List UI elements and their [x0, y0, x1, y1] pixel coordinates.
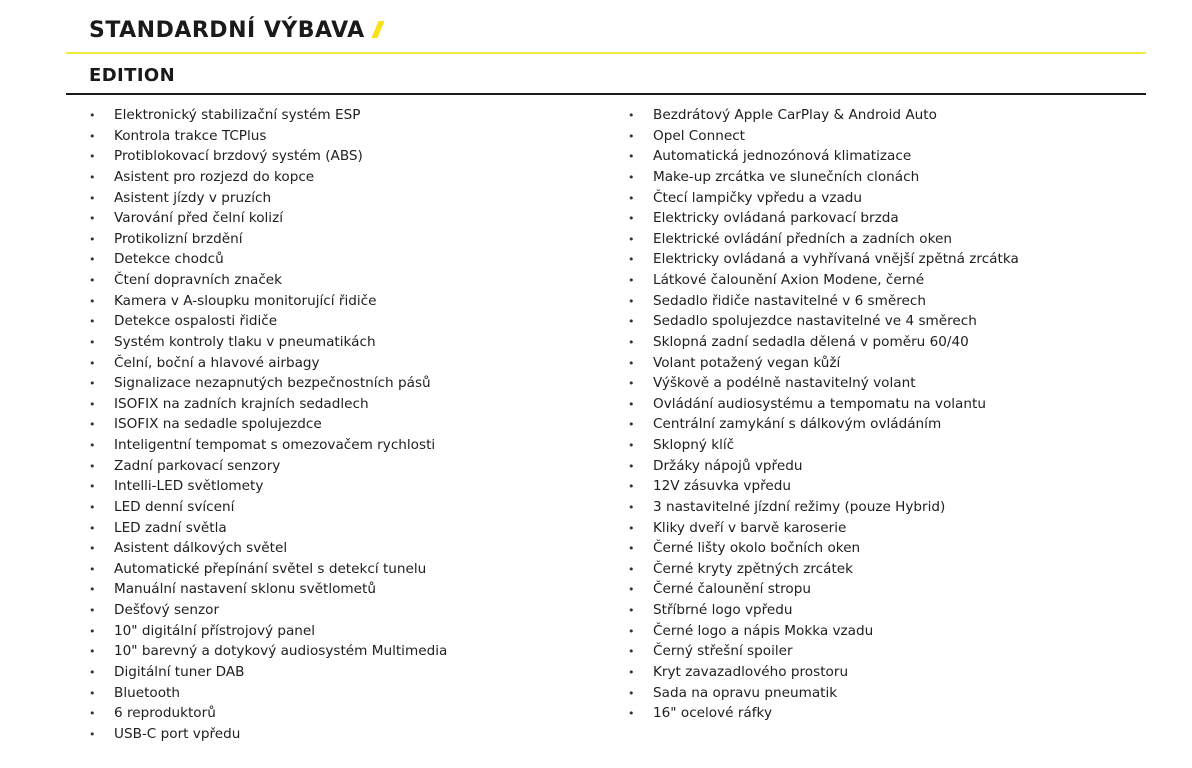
feature-item	[89, 249, 589, 270]
feature-item	[89, 662, 589, 683]
feature-item-label: ISOFIX na sedadle spolujezdce	[114, 416, 322, 433]
feature-item	[89, 683, 589, 704]
feature-item-label: Dešťový senzor	[114, 602, 220, 618]
feature-item-label: Stříbrné logo vpředu	[653, 602, 793, 618]
bullet-icon: •	[89, 583, 96, 597]
feature-item	[628, 394, 1148, 415]
section-divider	[66, 93, 1146, 95]
feature-item	[628, 538, 1148, 559]
feature-item-label: Černé čalounění stropu	[653, 581, 811, 598]
feature-item	[89, 641, 589, 662]
bullet-icon: •	[89, 356, 96, 370]
bullet-icon: •	[628, 129, 635, 143]
feature-item-label: Opel Connect	[653, 127, 745, 144]
feature-list-right	[628, 105, 1148, 724]
feature-item	[628, 683, 1148, 704]
feature-item-label: Kliky dveří v barvě karoserie	[653, 519, 847, 536]
feature-item-label: Kryt zavazadlového prostoru	[653, 663, 849, 680]
feature-item	[628, 435, 1148, 456]
feature-item	[89, 146, 589, 167]
feature-item	[89, 229, 589, 250]
bullet-icon: •	[628, 604, 635, 617]
feature-item-label: Automatická jednozónová klimatizace	[653, 148, 912, 165]
feature-item-label: LED denní svícení	[114, 498, 235, 515]
bullet-icon: •	[628, 542, 635, 556]
feature-item-label: Asistent dálkových světel	[114, 540, 288, 557]
feature-item	[628, 559, 1148, 580]
bullet-icon: •	[628, 583, 635, 597]
feature-item	[628, 641, 1148, 662]
feature-item-label: Černý střešní spoiler	[653, 643, 793, 660]
bullet-icon: •	[89, 459, 96, 473]
feature-item-label: Čtecí lampičky vpředu a vzadu	[653, 189, 863, 206]
feature-item	[89, 724, 589, 745]
feature-item-label: Držáky nápojů vpředu	[653, 457, 803, 474]
feature-item	[89, 311, 589, 332]
bullet-icon: •	[628, 315, 635, 329]
bullet-icon: •	[89, 191, 96, 205]
bullet-icon: •	[89, 686, 96, 700]
feature-item	[628, 332, 1148, 353]
feature-item	[89, 703, 589, 724]
feature-item-label: Ovládání audiosystému a tempomatu na volantu	[653, 395, 986, 412]
bullet-icon: •	[89, 665, 96, 679]
feature-item	[89, 394, 589, 415]
feature-item	[628, 188, 1148, 209]
feature-item-label: 12V zásuvka vpředu	[653, 478, 791, 495]
bullet-icon: •	[628, 707, 635, 721]
feature-item-label: Manuální nastavení sklonu světlometů	[114, 581, 376, 598]
feature-list-left	[89, 105, 589, 744]
bullet-icon: •	[89, 418, 96, 432]
feature-item-label: Kontrola trakce TCPlus	[114, 127, 267, 144]
feature-item	[628, 311, 1148, 332]
feature-item-label: 10" digitální přístrojový panel	[114, 622, 316, 639]
feature-item	[89, 414, 589, 435]
feature-item-label: Intelli-LED světlomety	[114, 478, 264, 495]
feature-item	[89, 621, 589, 642]
feature-item	[628, 497, 1148, 518]
feature-item	[628, 167, 1148, 188]
bullet-icon: •	[89, 439, 96, 452]
feature-item-label: Čelní, boční a hlavové airbagy	[114, 354, 320, 371]
feature-item-label: 10" barevný a dotykový audiosystém Multimedia	[114, 643, 448, 660]
feature-item-label: Asistent pro rozjezd do kopce	[114, 168, 315, 185]
feature-item	[89, 126, 589, 147]
feature-item-label: LED zadní světla	[114, 519, 227, 536]
feature-item	[89, 353, 589, 374]
feature-item	[628, 414, 1148, 435]
bullet-icon: •	[628, 294, 635, 308]
feature-item-label: 3 nastavitelné jízdní režimy (pouze Hybrid)	[653, 498, 946, 515]
bullet-icon: •	[89, 542, 96, 556]
bullet-icon: •	[628, 377, 635, 391]
feature-item-label: Elektricky ovládaná parkovací brzda	[653, 210, 899, 227]
feature-item-label: Černé logo a nápis Mokka vzadu	[653, 622, 874, 639]
feature-item-label: Protiblokovací brzdový systém (ABS)	[114, 148, 363, 165]
bullet-icon: •	[628, 521, 635, 535]
feature-item-label: Elektricky ovládaná a vyhřívaná vnější zpětná zrcátka	[653, 251, 1019, 268]
feature-item	[89, 456, 589, 477]
page-title	[89, 14, 381, 48]
feature-item	[628, 208, 1148, 229]
bullet-icon: •	[628, 665, 635, 679]
feature-item-label: Centrální zamykání s dálkovým ovládáním	[653, 416, 942, 433]
bullet-icon: •	[89, 109, 96, 122]
feature-item	[628, 373, 1148, 394]
feature-item	[628, 146, 1148, 167]
feature-item	[628, 456, 1148, 477]
bullet-icon: •	[628, 439, 635, 452]
bullet-icon: •	[89, 645, 96, 659]
feature-item	[89, 291, 589, 312]
bullet-icon: •	[89, 253, 96, 267]
feature-item-label: Make-up zrcátka ve slunečních clonách	[653, 168, 920, 185]
feature-item-label: Sklopný klíč	[653, 437, 735, 453]
feature-item	[89, 167, 589, 188]
section-heading: EDITION	[89, 65, 176, 86]
bullet-icon: •	[89, 315, 96, 329]
bullet-icon: •	[628, 562, 635, 576]
bullet-icon: •	[89, 335, 96, 349]
feature-item-label: Černé lišty okolo bočních oken	[653, 540, 861, 557]
feature-item-label: Bluetooth	[114, 684, 180, 701]
bullet-icon: •	[89, 624, 96, 638]
bullet-icon: •	[628, 418, 635, 432]
bullet-icon: •	[628, 253, 635, 267]
feature-item-label: Asistent jízdy v pruzích	[114, 189, 272, 206]
feature-item	[89, 559, 589, 580]
feature-item	[89, 497, 589, 518]
bullet-icon: •	[89, 377, 96, 391]
feature-item	[89, 518, 589, 539]
bullet-icon: •	[628, 212, 635, 226]
feature-item	[89, 600, 589, 621]
feature-item	[628, 579, 1148, 600]
bullet-icon: •	[628, 397, 635, 411]
bullet-icon: •	[628, 150, 635, 164]
feature-item	[89, 579, 589, 600]
feature-item	[628, 703, 1148, 724]
accent-slash-icon	[371, 21, 384, 38]
feature-item	[89, 105, 589, 126]
feature-item-label: Protikolizní brzdění	[114, 230, 243, 247]
bullet-icon: •	[628, 500, 635, 514]
bullet-icon: •	[628, 232, 635, 246]
feature-item	[628, 229, 1148, 250]
feature-item-label: Signalizace nezapnutých bezpečnostních pásů	[114, 375, 431, 392]
bullet-icon: •	[89, 294, 96, 308]
feature-item	[628, 105, 1148, 126]
bullet-icon: •	[628, 274, 635, 287]
feature-item	[89, 538, 589, 559]
feature-item-label: Detekce chodců	[114, 251, 224, 268]
bullet-icon: •	[89, 521, 96, 535]
title-divider	[66, 52, 1146, 54]
bullet-icon: •	[89, 562, 96, 576]
feature-item-label: Systém kontroly tlaku v pneumatikách	[114, 333, 376, 350]
feature-item-label: Bezdrátový Apple CarPlay & Android Auto	[653, 107, 937, 123]
bullet-icon: •	[89, 604, 96, 617]
feature-item	[89, 476, 589, 497]
bullet-icon: •	[628, 191, 635, 205]
feature-item	[89, 208, 589, 229]
bullet-icon: •	[628, 645, 635, 659]
bullet-icon: •	[89, 129, 96, 143]
feature-item-label: Látkové čalounění Axion Modene, černé	[653, 272, 925, 288]
feature-item	[628, 270, 1148, 291]
bullet-icon: •	[628, 170, 635, 184]
bullet-icon: •	[89, 707, 96, 721]
feature-item-label: Černé kryty zpětných zrcátek	[653, 560, 854, 577]
page-title-text: STANDARDNÍ VÝBAVA	[89, 18, 365, 43]
feature-item-label: Varování před čelní kolizí	[114, 210, 283, 227]
bullet-icon: •	[628, 624, 635, 638]
bullet-icon: •	[628, 356, 635, 370]
feature-item-label: Sedadlo řidiče nastavitelné v 6 směrech	[653, 292, 926, 309]
feature-item-label: Inteligentní tempomat s omezovačem rychlosti	[114, 437, 436, 453]
feature-item-label: 16" ocelové ráfky	[653, 705, 772, 722]
feature-item	[89, 373, 589, 394]
bullet-icon: •	[89, 212, 96, 226]
bullet-icon: •	[89, 150, 96, 164]
bullet-icon: •	[89, 274, 96, 287]
feature-item-label: Kamera v A-sloupku monitorující řidiče	[114, 292, 377, 309]
bullet-icon: •	[89, 232, 96, 246]
bullet-icon: •	[628, 480, 635, 494]
feature-item	[628, 662, 1148, 683]
feature-item-label: Elektronický stabilizační systém ESP	[114, 107, 361, 123]
feature-item-label: 6 reproduktorů	[114, 705, 216, 722]
feature-item-label: Sedadlo spolujezdce nastavitelné ve 4 směrech	[653, 313, 977, 330]
feature-item	[89, 188, 589, 209]
feature-item-label: Čtení dopravních značek	[114, 272, 283, 288]
feature-item-label: Detekce ospalosti řidiče	[114, 313, 278, 330]
feature-item-label: Elektrické ovládání předních a zadních oken	[653, 230, 952, 247]
feature-item	[89, 435, 589, 456]
feature-item	[628, 249, 1148, 270]
bullet-icon: •	[628, 459, 635, 473]
feature-item-label: Digitální tuner DAB	[114, 663, 245, 680]
feature-item	[89, 270, 589, 291]
feature-item-label: Výškově a podélně nastavitelný volant	[653, 375, 916, 392]
bullet-icon: •	[628, 109, 635, 122]
bullet-icon: •	[89, 170, 96, 184]
feature-item	[628, 600, 1148, 621]
feature-item	[628, 476, 1148, 497]
feature-item	[628, 353, 1148, 374]
feature-item	[628, 518, 1148, 539]
bullet-icon: •	[628, 686, 635, 700]
bullet-icon: •	[89, 397, 96, 411]
bullet-icon: •	[89, 480, 96, 494]
feature-item	[89, 332, 589, 353]
feature-item-label: Automatické přepínání světel s detekcí tunelu	[114, 560, 427, 577]
bullet-icon: •	[89, 727, 96, 741]
feature-item	[628, 621, 1148, 642]
feature-item-label: Volant potažený vegan kůží	[653, 354, 841, 371]
bullet-icon: •	[628, 335, 635, 349]
feature-item	[628, 126, 1148, 147]
feature-item-label: ISOFIX na zadních krajních sedadlech	[114, 395, 369, 412]
feature-item-label: USB-C port vpředu	[114, 725, 241, 742]
feature-item	[628, 291, 1148, 312]
bullet-icon: •	[89, 500, 96, 514]
feature-item-label: Sada na opravu pneumatik	[653, 684, 838, 701]
feature-item-label: Sklopná zadní sedadla dělená v poměru 60/40	[653, 333, 969, 350]
feature-item-label: Zadní parkovací senzory	[114, 457, 281, 474]
